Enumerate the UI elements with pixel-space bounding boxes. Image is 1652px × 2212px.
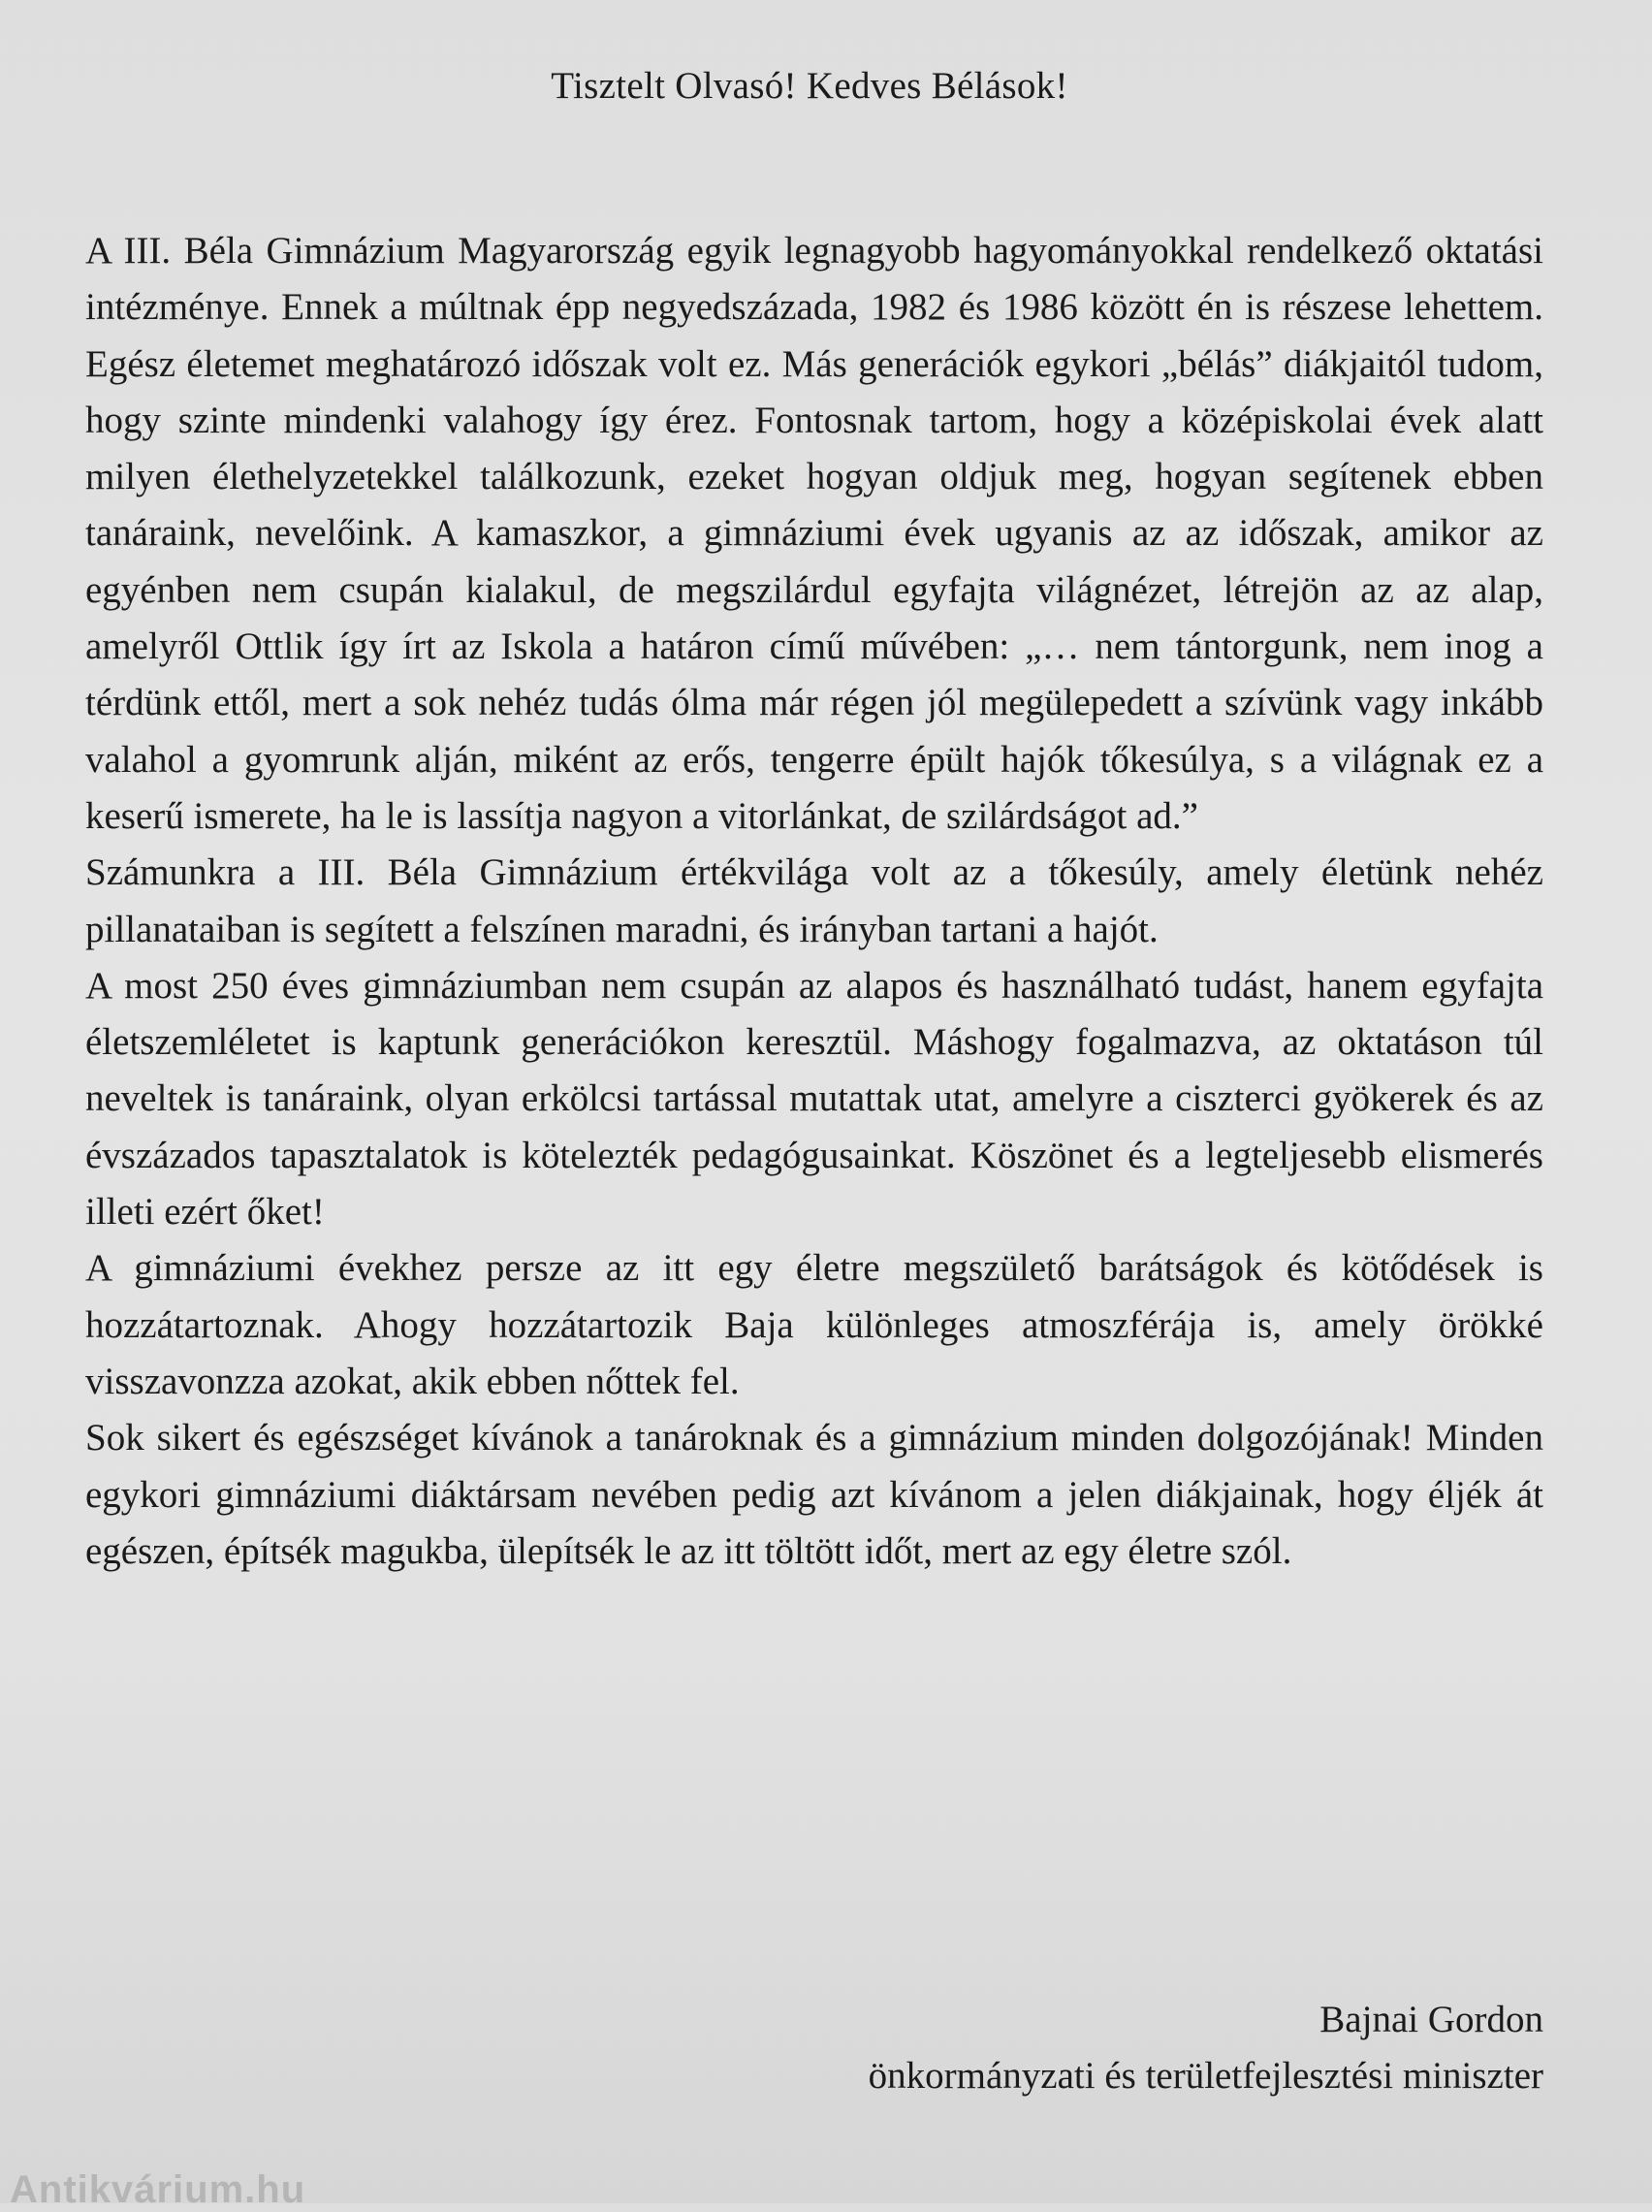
- paragraph-friendships: A gimnáziumi évekhez persze az itt egy életre megszülető barátságok és kötődések is hozzátartoznak. Ahogy hozzátartozik Baja különleges atmoszférája is, amely örökké visszavonzza azokat, akik ebben nőttek fel.: [85, 1247, 1543, 1402]
- letter-body: [85, 223, 1543, 1580]
- paragraph-intro: A III. Béla Gimnázium Magyarország egyik legnagyobb hagyományokkal rendelkező oktatási intézménye. Ennek a múltnak épp negyedszázada, 1982 és 1986 között én is részese lehettem. Egész életemet meghatározó időszak volt ez. Más generációk egykori „bélás” diákjaitól tudom, hogy szinte mindenki valahogy így érez. Fontosnak tartom, hogy a középiskolai évek alatt milyen élethelyzetekkel találkozunk, ezeket hogyan oldjuk meg, hogyan segítenek ebben tanáraink, nevelőink. A kamaszkor, a gimnáziumi évek ugyanis az az időszak, amikor az egyénben nem csupán kialakul, de megszilárdul egyfajta világnézet, létrejön az az alap, amelyről Ottlik így írt az Iskola a határon című művében: „… nem tántorgunk, nem inog a térdünk ettől, mert a sok nehéz tudás ólma már régen jól megülepedett a szívünk vagy inkább valahol a gyomrunk alján, miként az erős, tengerre épült hajók tőkesúlya, s a világnak ez a keserű ismerete, ha le is lassítja nagyon a vitorlánkat, de szilárdságot ad.”: [85, 230, 1543, 837]
- greeting-heading: Tisztelt Olvasó! Kedves Bélások!: [551, 65, 1068, 107]
- signature-name: Bajnai Gordon: [1319, 1999, 1543, 2040]
- paragraph-wishes: Sok sikert és egészséget kívánok a tanároknak és a gimnázium minden dolgozójának! Minden egykori gimnáziumi diáktársam nevében pedig azt kívánom a jelen diákjainak, hogy éljék át egészen, építsék magukba, ülepítsék le az itt töltött időt, mert az egy életre szól.: [85, 1417, 1543, 1572]
- signature-title: önkormányzati és területfejlesztési miniszter: [868, 2055, 1543, 2097]
- paragraph-values: Számunkra a III. Béla Gimnázium értékvilága volt az a tőkesúly, amely életünk nehéz pillanataiban is segített a felszínen maradni, és irányban tartani a hajót.: [85, 851, 1543, 950]
- watermark: Antikvárium.hu: [10, 2168, 306, 2211]
- paragraph-education: A most 250 éves gimnáziumban nem csupán az alapos és használható tudást, hanem egyfajta életszemléletet is kaptunk generációkon keresztül. Máshogy fogalmazva, az oktatáson túl neveltek is tanáraink, olyan erkölcsi tartással mutattak utat, amelyre a ciszterci gyökerek és az évszázados tapasztalatok is kötelezték pedagógusainkat. Köszönet és a legteljesebb elismerés illeti ezért őket!: [85, 964, 1543, 1234]
- signature-block: [869, 1992, 1543, 2104]
